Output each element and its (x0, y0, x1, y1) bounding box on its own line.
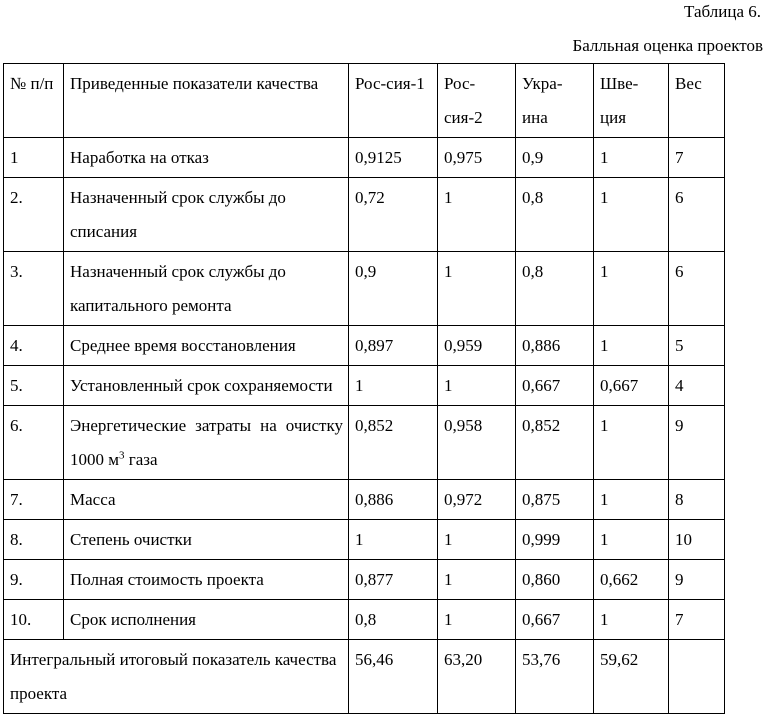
row-ukraine: 0,8 (516, 178, 594, 252)
row-ukraine: 0,886 (516, 326, 594, 366)
row-ukraine: 0,852 (516, 406, 594, 480)
row-weight: 7 (669, 138, 725, 178)
row-num: 1 (4, 138, 64, 178)
row-indicator (64, 406, 349, 480)
row-num: 7. (4, 480, 64, 520)
table-row (4, 560, 725, 600)
table-row (4, 366, 725, 406)
row-indicator: Назначенный срок службы до списания (64, 178, 349, 252)
row-russia-1: 0,9 (349, 252, 438, 326)
row-weight: 9 (669, 406, 725, 480)
header-indicator: Приведенные показатели качества (64, 64, 349, 138)
row-russia-2: 1 (438, 600, 516, 640)
row-russia-1: 0,9125 (349, 138, 438, 178)
table-header-row (4, 64, 725, 138)
row-sweden: 1 (594, 178, 669, 252)
row-sweden: 1 (594, 520, 669, 560)
row-ukraine: 0,667 (516, 366, 594, 406)
row-weight: 5 (669, 326, 725, 366)
row-indicator-text-end: газа (124, 450, 158, 469)
row-sweden: 0,667 (594, 366, 669, 406)
row-num: 6. (4, 406, 64, 480)
header-weight: Вес (669, 64, 725, 138)
row-num: 2. (4, 178, 64, 252)
table-row (4, 600, 725, 640)
table-row (4, 138, 725, 178)
row-russia-2: 0,972 (438, 480, 516, 520)
row-weight: 9 (669, 560, 725, 600)
row-russia-2: 1 (438, 366, 516, 406)
row-ukraine: 0,875 (516, 480, 594, 520)
row-russia-1: 1 (349, 520, 438, 560)
row-ukraine: 0,860 (516, 560, 594, 600)
row-russia-2: 0,959 (438, 326, 516, 366)
total-sweden: 59,62 (594, 640, 669, 714)
row-indicator: Назначенный срок службы до капитального ремонта (64, 252, 349, 326)
row-russia-1: 0,72 (349, 178, 438, 252)
row-russia-2: 1 (438, 560, 516, 600)
total-weight (669, 640, 725, 714)
row-russia-2: 1 (438, 520, 516, 560)
row-sweden: 1 (594, 406, 669, 480)
superscript-three: 3 (119, 449, 125, 462)
row-russia-1: 0,897 (349, 326, 438, 366)
row-russia-2: 0,958 (438, 406, 516, 480)
row-russia-1: 0,886 (349, 480, 438, 520)
row-sweden: 1 (594, 480, 669, 520)
table-total-row (4, 640, 725, 714)
row-russia-1: 0,852 (349, 406, 438, 480)
row-russia-2: 0,975 (438, 138, 516, 178)
total-russia-1: 56,46 (349, 640, 438, 714)
row-ukraine: 0,999 (516, 520, 594, 560)
row-num: 9. (4, 560, 64, 600)
table-row (4, 520, 725, 560)
row-sweden: 1 (594, 600, 669, 640)
table-row (4, 406, 725, 480)
row-indicator: Среднее время восстановления (64, 326, 349, 366)
row-indicator: Установленный срок сохраняемости (64, 366, 349, 406)
table-row (4, 480, 725, 520)
row-weight: 8 (669, 480, 725, 520)
row-russia-1: 0,877 (349, 560, 438, 600)
row-indicator: Масса (64, 480, 349, 520)
header-num: № п/п (4, 64, 64, 138)
row-sweden: 1 (594, 138, 669, 178)
row-russia-2: 1 (438, 178, 516, 252)
row-ukraine: 0,9 (516, 138, 594, 178)
row-num: 4. (4, 326, 64, 366)
header-russia-1: Рос-сия-1 (349, 64, 438, 138)
row-russia-1: 1 (349, 366, 438, 406)
row-weight: 6 (669, 178, 725, 252)
header-russia-2: Рос-сия-2 (438, 64, 516, 138)
table-number: Таблица 6. (684, 2, 761, 21)
row-indicator: Степень очистки (64, 520, 349, 560)
row-indicator: Полная стоимость проекта (64, 560, 349, 600)
table-row (4, 178, 725, 252)
row-weight: 7 (669, 600, 725, 640)
header-ukraine: Укра-ина (516, 64, 594, 138)
row-weight: 6 (669, 252, 725, 326)
row-indicator-text: Энергетические затраты на очистку 1000 м (70, 416, 343, 469)
total-label: Интегральный итоговый показатель качества проекта (4, 640, 349, 714)
row-ukraine: 0,667 (516, 600, 594, 640)
row-num: 8. (4, 520, 64, 560)
row-ukraine: 0,8 (516, 252, 594, 326)
table-row (4, 326, 725, 366)
row-indicator: Срок исполнения (64, 600, 349, 640)
header-sweden: Шве-ция (594, 64, 669, 138)
row-num: 5. (4, 366, 64, 406)
row-weight: 10 (669, 520, 725, 560)
row-sweden: 1 (594, 326, 669, 366)
row-russia-2: 1 (438, 252, 516, 326)
row-sweden: 0,662 (594, 560, 669, 600)
row-indicator: Наработка на отказ (64, 138, 349, 178)
row-weight: 4 (669, 366, 725, 406)
row-russia-1: 0,8 (349, 600, 438, 640)
row-num: 10. (4, 600, 64, 640)
total-russia-2: 63,20 (438, 640, 516, 714)
total-ukraine: 53,76 (516, 640, 594, 714)
row-sweden: 1 (594, 252, 669, 326)
row-num: 3. (4, 252, 64, 326)
table-title: Балльная оценка проектов (572, 36, 763, 55)
scores-table (3, 63, 725, 714)
table-row (4, 252, 725, 326)
